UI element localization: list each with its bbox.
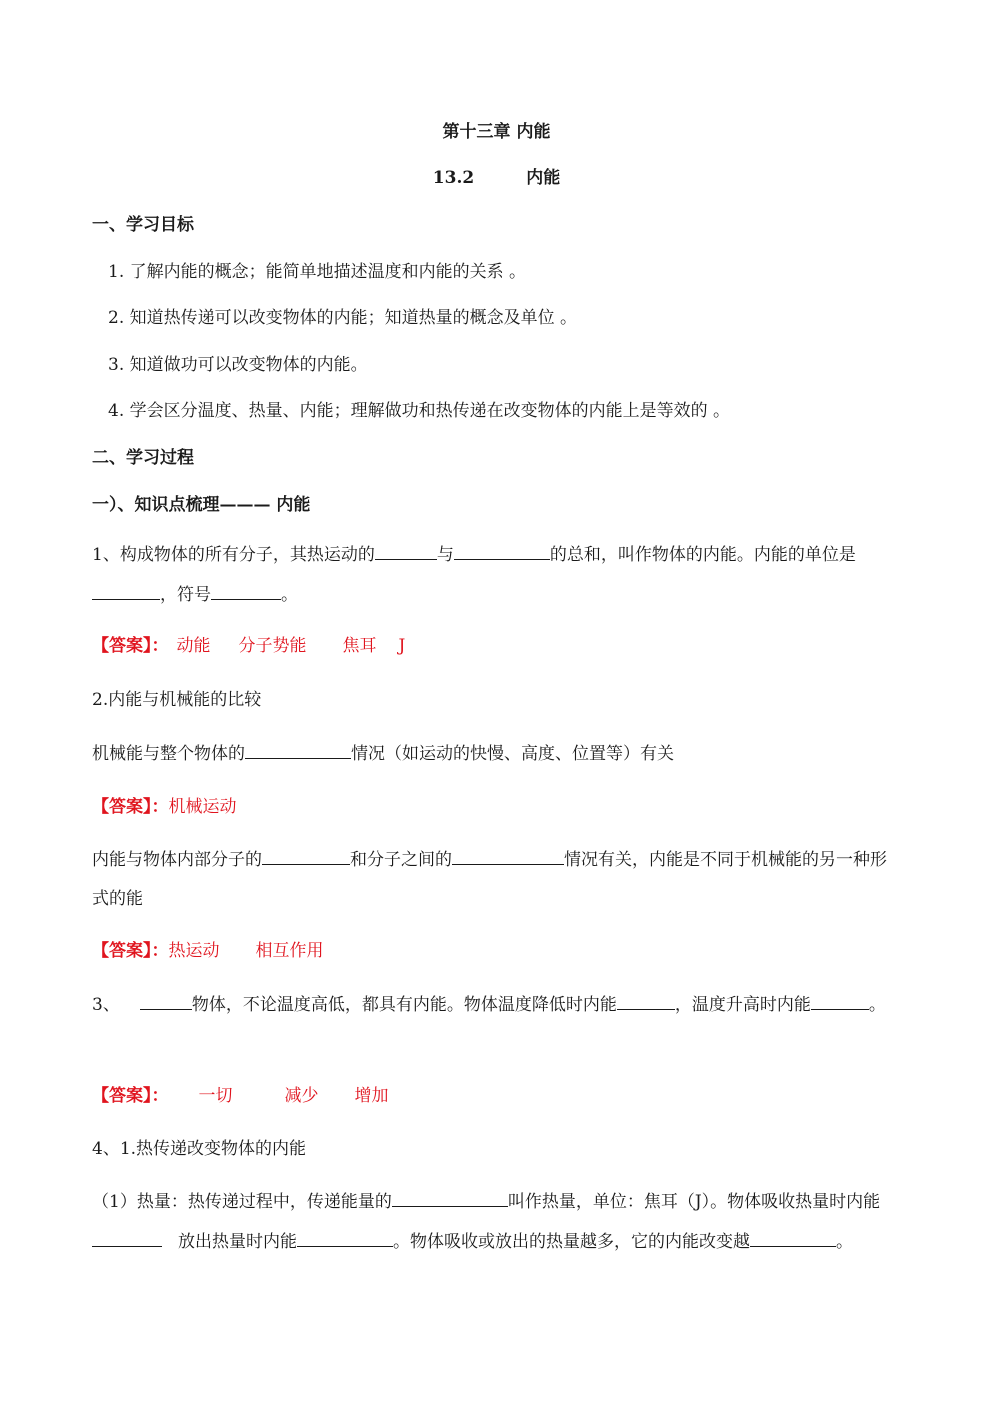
q1-text: 与	[436, 545, 454, 565]
q2-mech-line	[92, 742, 674, 765]
q4-text: 放出热量时内能	[178, 1232, 297, 1252]
answer-blank[interactable]	[211, 583, 281, 600]
q4-line-1	[92, 1190, 880, 1213]
answer-value: 减少	[284, 1086, 319, 1106]
q1-line-2	[92, 583, 298, 606]
answer-blank[interactable]	[262, 848, 350, 865]
q3-line	[92, 993, 886, 1016]
process-subheading: 一）、知识点梳理——— 内能	[92, 495, 311, 515]
answer-blank[interactable]	[454, 543, 550, 560]
q1-line-1	[92, 543, 856, 566]
goal-item: 3. 知道做功可以改变物体的内能。	[108, 355, 368, 375]
q1-text: ，符号	[160, 585, 211, 605]
answer-value: 焦耳	[342, 636, 377, 656]
answer-value: 分子势能	[238, 636, 307, 656]
q4-text: （1）热量：热传递过程中，传递能量的	[92, 1192, 392, 1212]
answer-blank[interactable]	[617, 993, 675, 1010]
q2-heading: 2.内能与机械能的比较	[92, 690, 262, 710]
q1-answer	[92, 635, 405, 657]
goal-item: 2. 知道热传递可以改变物体的内能；知道热量的概念及单位 。	[108, 308, 578, 328]
q4-line-2	[92, 1230, 853, 1253]
q4-text: 。物体吸收或放出的热量越多，它的内能改变越	[393, 1232, 750, 1252]
section-title	[0, 167, 993, 189]
answer-blank[interactable]	[92, 583, 160, 600]
answer-value: J	[398, 636, 406, 656]
answer-blank[interactable]	[452, 848, 564, 865]
q2-mech-answer	[92, 796, 237, 818]
answer-label: 【答案】：	[92, 636, 169, 656]
answer-blank[interactable]	[297, 1230, 393, 1247]
goal-item: 4. 学会区分温度、热量、内能；理解做功和热传递在改变物体的内能上是等效的 。	[108, 401, 731, 421]
q2-text: 情况有关，内能是不同于机械能的另一种形	[564, 850, 887, 870]
q3-text: ，温度升高时内能	[674, 995, 811, 1015]
answer-value: 机械运动	[168, 797, 237, 817]
q4-text: 叫作热量，单位：焦耳（J）。物体吸收热量时内能	[507, 1192, 881, 1212]
process-heading: 二、学习过程	[92, 448, 194, 468]
q3-text: 物体，不论温度高低，都具有内能。物体温度降低时内能	[191, 995, 617, 1015]
q1-text: 。	[281, 585, 298, 605]
answer-value: 增加	[354, 1086, 389, 1106]
q2-text: 机械能与整个物体的	[92, 744, 245, 764]
section-name: 内能	[526, 168, 561, 188]
page-title: 第十三章 内能	[442, 122, 551, 142]
q4-heading: 4、1.热传递改变物体的内能	[92, 1139, 307, 1159]
q3-answer	[92, 1085, 389, 1107]
answer-value: 热运动	[168, 941, 220, 961]
goal-item: 1. 了解内能的概念；能简单地描述温度和内能的关系 。	[108, 262, 527, 282]
answer-label: 【答案】：	[92, 1086, 169, 1106]
answer-value: 动能	[176, 636, 211, 656]
q3-text: 。	[868, 995, 886, 1015]
q2-text: 情况（如运动的快慢、高度、位置等）有关	[351, 744, 674, 764]
goals-heading: 一、学习目标	[92, 215, 194, 235]
q3-text: 3、	[92, 995, 120, 1015]
section-number: 13.2	[432, 168, 475, 188]
answer-blank[interactable]	[245, 742, 351, 759]
q2-int-line-2: 式的能	[92, 889, 143, 909]
answer-value: 一切	[198, 1086, 233, 1106]
q4-text: 。	[836, 1232, 853, 1252]
q2-int-line-1	[92, 848, 887, 871]
q2-text: 内能与物体内部分子的	[92, 850, 262, 870]
q1-text: 1、构成物体的所有分子，其热运动的	[92, 545, 375, 565]
answer-blank[interactable]	[750, 1230, 836, 1247]
answer-value: 相互作用	[255, 941, 324, 961]
answer-blank[interactable]	[392, 1190, 508, 1207]
answer-label: 【答案】：	[92, 797, 169, 817]
answer-blank[interactable]	[811, 993, 869, 1010]
answer-blank[interactable]	[375, 543, 437, 560]
answer-blank[interactable]	[92, 1230, 162, 1247]
q2-text: 和分子之间的	[350, 850, 452, 870]
answer-label: 【答案】：	[92, 941, 169, 961]
q2-int-answer	[92, 940, 324, 962]
q1-text: 的总和，叫作物体的内能。内能的单位是	[549, 545, 856, 565]
answer-blank[interactable]	[140, 993, 192, 1010]
